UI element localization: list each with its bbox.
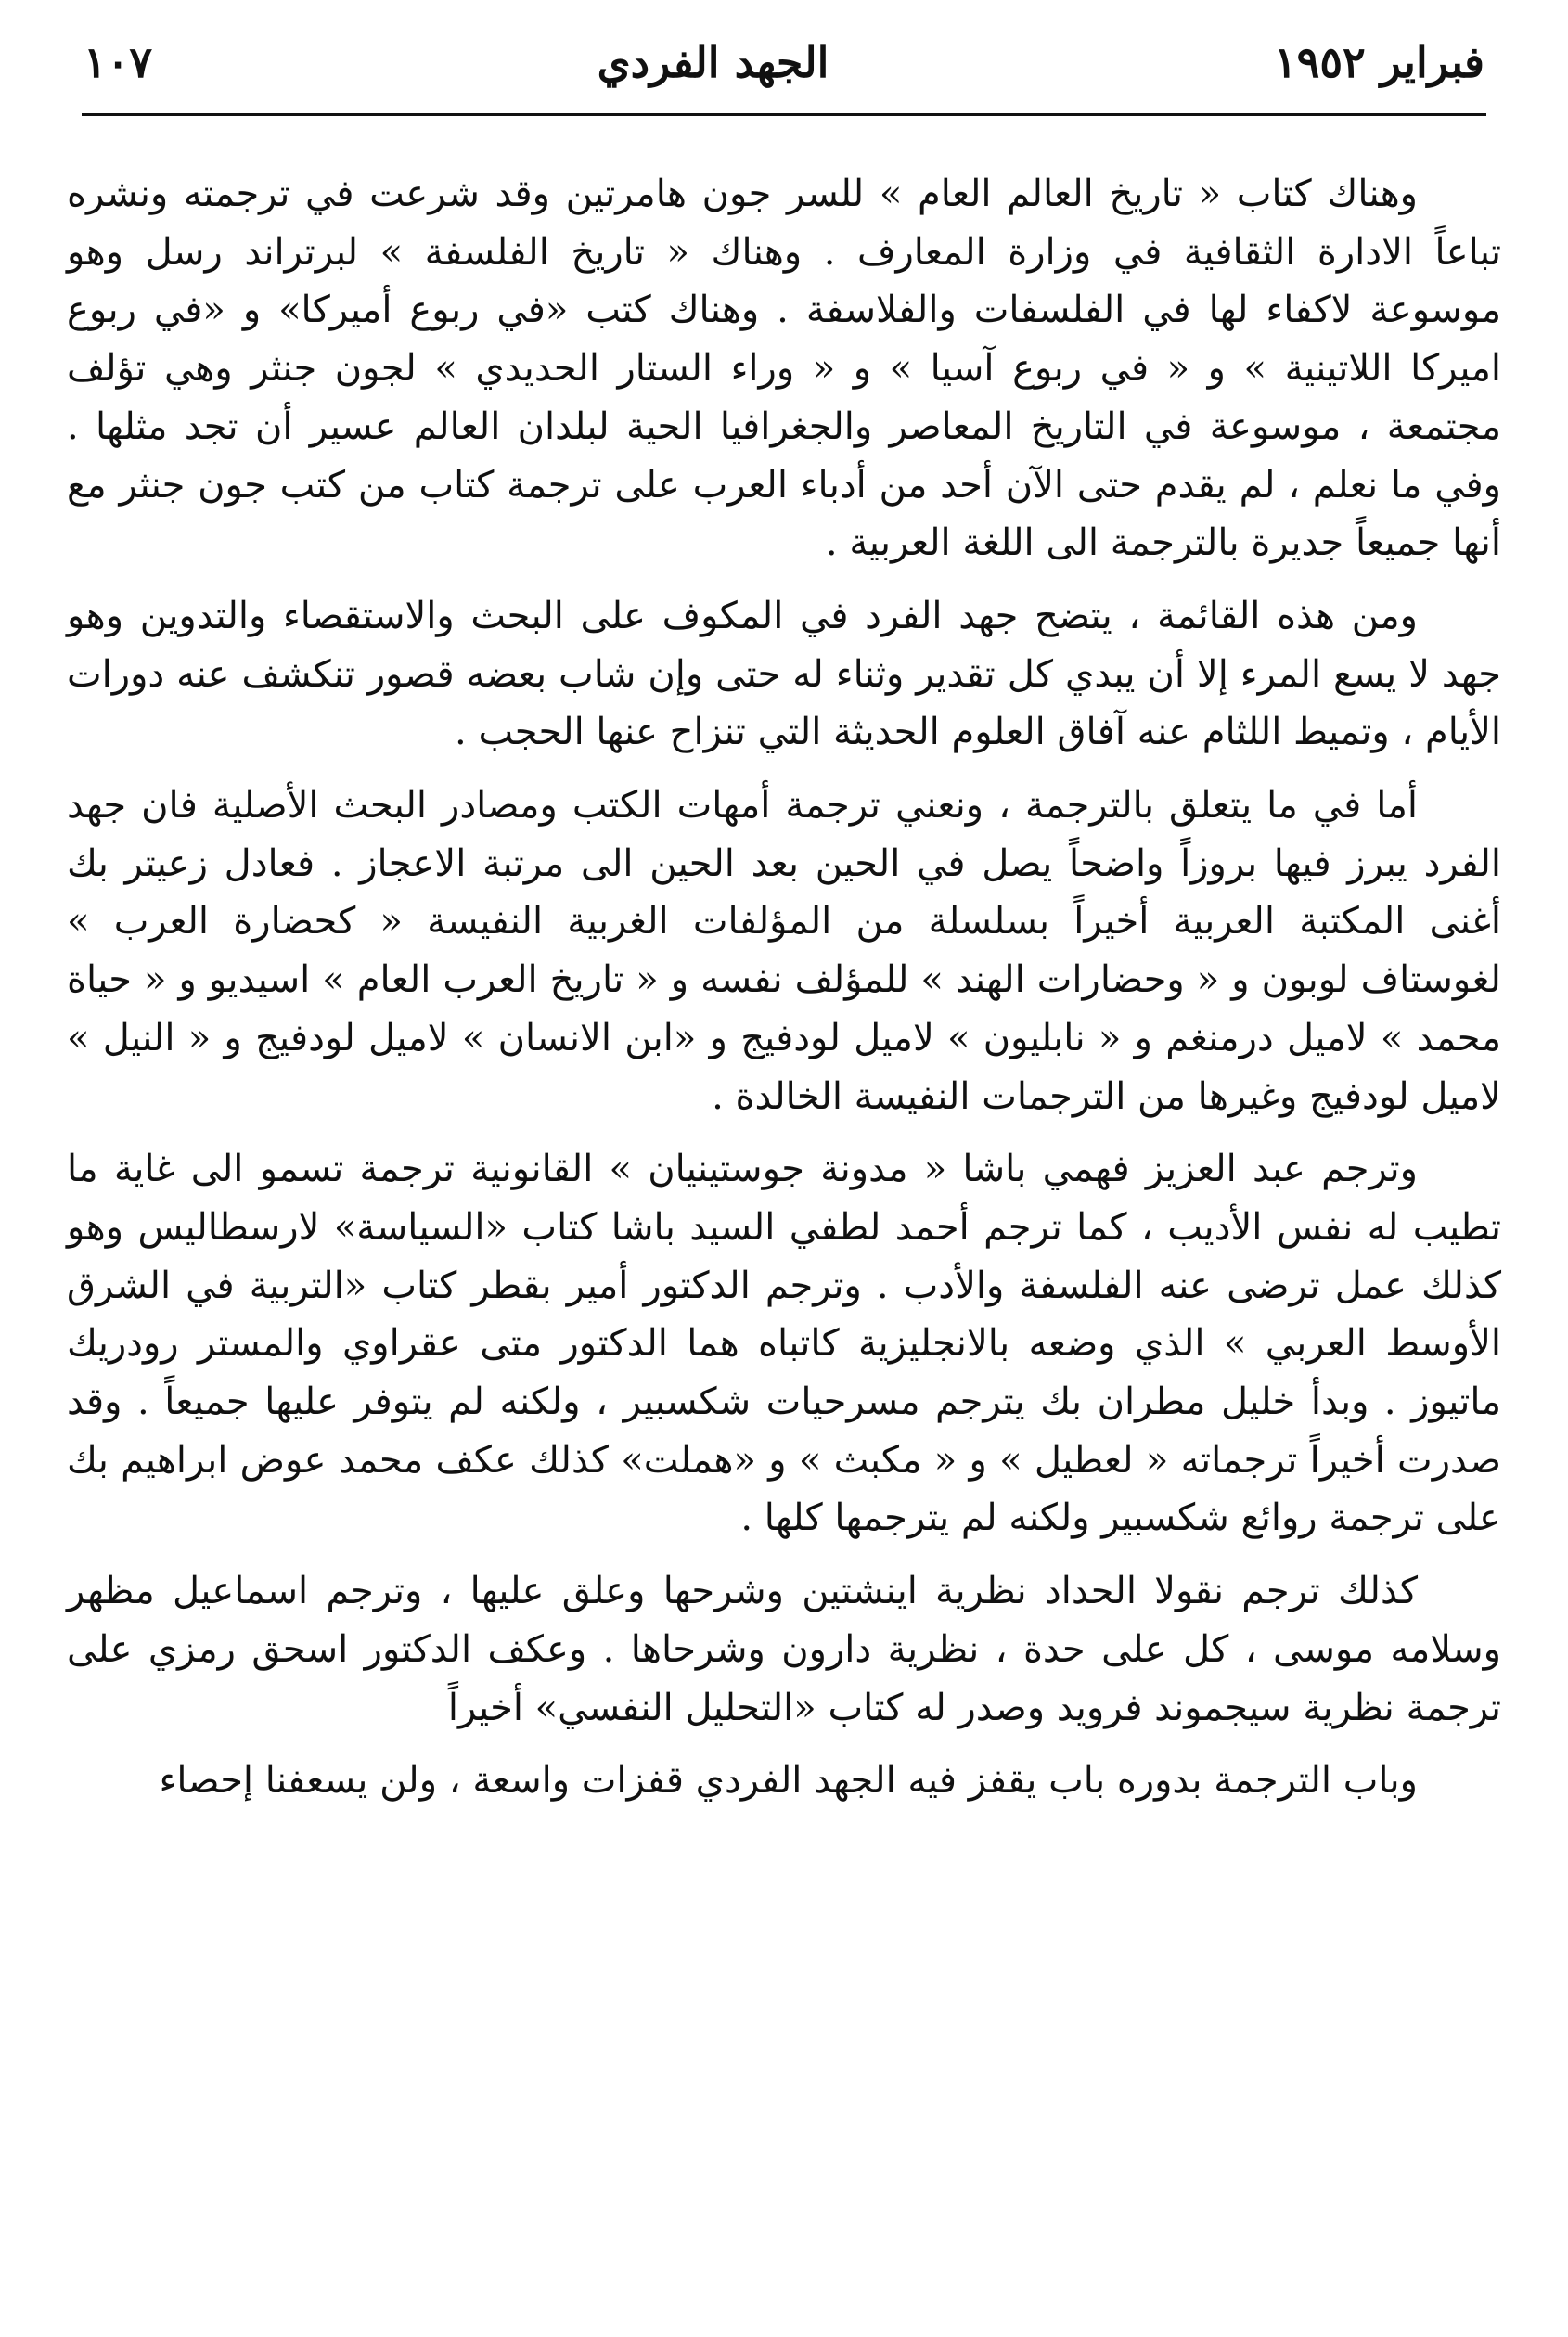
header-rule bbox=[82, 113, 1486, 116]
paragraph-2: ومن هذه القائمة ، يتضح جهد الفرد في المكوف على البحث والاستقصاء والتدوين وهو جهد لا يسع المرء إلا أن يبدي كل تقدير وثناء له حتى وإن شاب بعضه قصور تنكشف عنه دورات الأيام ، وتميط اللثام عنه آفاق العلوم الحديثة التي تنزاح عنها الحجب . bbox=[67, 594, 1501, 754]
header-date: فبراير ١٩٥٢ bbox=[1273, 37, 1484, 87]
paragraph-3: أما في ما يتعلق بالترجمة ، ونعني ترجمة أمهات الكتب ومصادر البحث الأصلية فان جهد الفرد يبرز فيها بروزاً واضحاً يصل في الحين بعد الحين الى مرتبة الاعجاز . فعادل زعيتر بك أغنى المكتبة العربية أخيراً بسلسلة من المؤلفات الغربية النفيسة « كحضارة العرب » لغوستاف لوبون و « وحضارات الهند » للمؤلف نفسه و « تاريخ العرب العام » اسيديو و « حياة محمد » لاميل درمنغم و « نابليون » لاميل لودفيج و «ابن الانسان » لاميل لودفيج و « النيل » لاميل لودفيج وغيرها من الترجمات النفيسة الخالدة . bbox=[67, 784, 1501, 1118]
paragraph-5: كذلك ترجم نقولا الحداد نظرية اينشتين وشرحها وعلق عليها ، وترجم اسماعيل مظهر وسلامه موسى ، كل على حدة ، نظرية دارون وشرحاها . وعكف الدكتور اسحق رمزي على ترجمة نظرية سيجموند فرويد وصدر له كتاب «التحليل النفسي» أخيراً bbox=[67, 1570, 1502, 1729]
paragraph-4: وترجم عبد العزيز فهمي باشا « مدونة جوستينيان » القانونية ترجمة تسمو الى غاية ما تطيب له نفس الأديب ، كما ترجم أحمد لطفي السيد باشا كتاب «السياسة» لارسطاليس وهو كذلك عمل ترضى عنه الفلسفة والأدب . وترجم الدكتور أمير بقطر كتاب «التربية في الشرق الأوسط العربي » الذي وضعه بالانجليزية كاتباه هما الدكتور متى عقراوي والمستر رودريك ماتيوز . وبدأ خليل مطران بك يترجم مسرحيات شكسبير ، ولكنه لم يتوفر عليها جميعاً . وقد صدرت أخيراً ترجماته « لعطيل » و « مكبث » و «هملت» كذلك عكف محمد عوض ابراهيم بك على ترجمة روائع شكسبير ولكنه لم يترجمها كلها . bbox=[67, 1148, 1501, 1540]
running-header bbox=[84, 20, 1484, 104]
page-number: ١٠٧ bbox=[84, 37, 153, 87]
paragraph-1: وهناك كتاب « تاريخ العالم العام » للسر جون هامرتين وقد شرعت في ترجمته ونشره تباعاً الادارة الثقافية في وزارة المعارف . وهناك « تاريخ الفلسفة » لبرتراند رسل وهو موسوعة لاكفاء لها في الفلسفات والفلاسفة . وهناك كتب «في ربوع أميركا» و «في ربوع اميركا اللاتينية » و « في ربوع آسيا » و « وراء الستار الحديدي » لجون جنثر وهي تؤلف مجتمعة ، موسوعة في التاريخ المعاصر والجغرافيا الحية لبلدان العالم عسير أن تجد مثلها . وفي ما نعلم ، لم يقدم حتى الآن أحد من أدباء العرب على ترجمة كتاب من كتب جون جنثر مع أنها جميعاً جديرة بالترجمة الى اللغة العربية . bbox=[67, 173, 1501, 565]
paragraph-6: وباب الترجمة بدوره باب يقفز فيه الجهد الفردي قفزات واسعة ، ولن يسعفنا إحصاء bbox=[159, 1759, 1418, 1803]
page-body bbox=[67, 165, 1501, 2300]
header-title: الجهد الفردي bbox=[597, 37, 829, 87]
